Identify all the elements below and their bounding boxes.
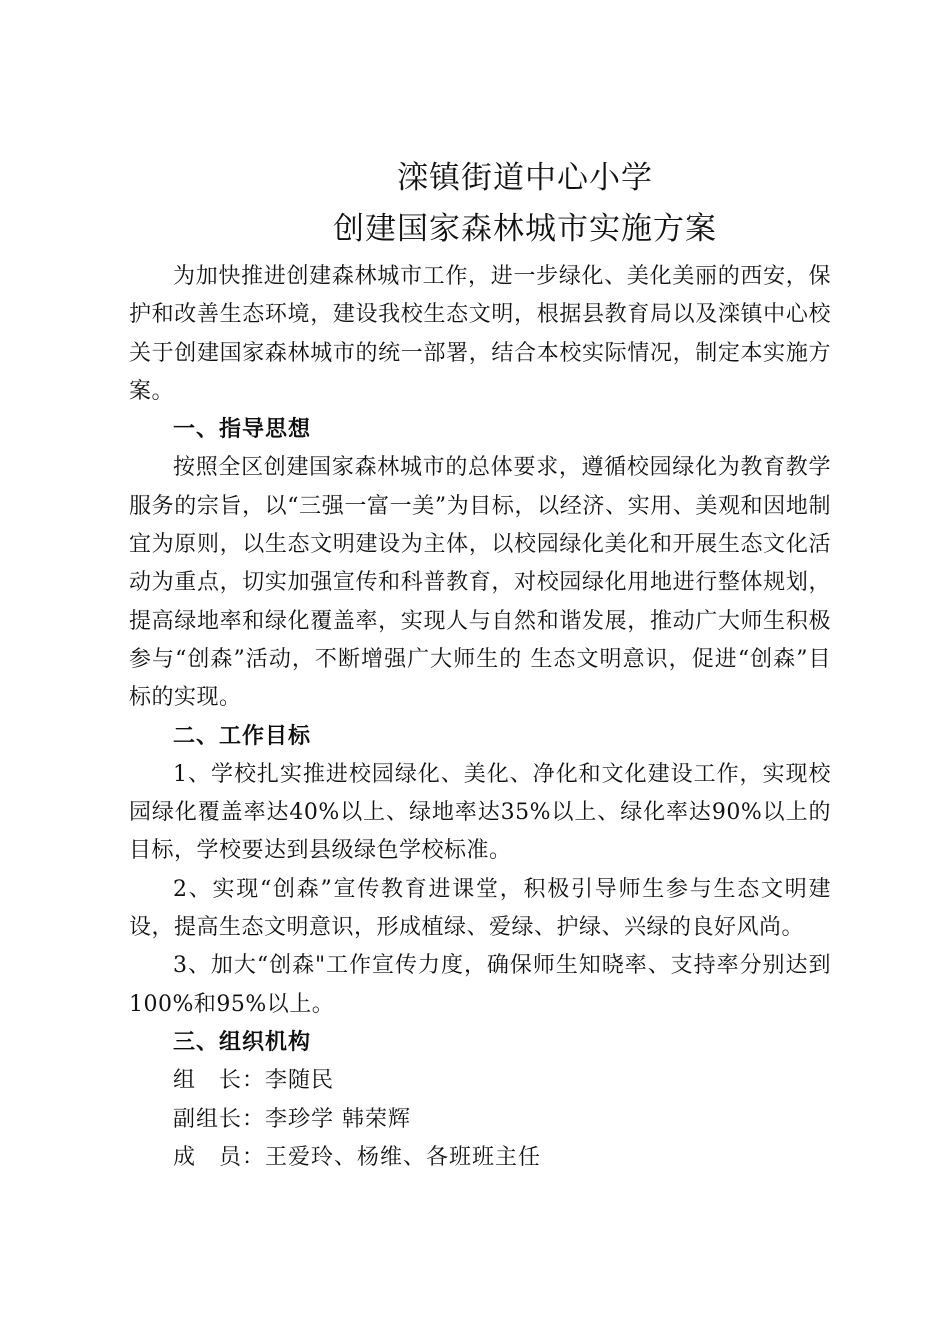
document-title-line1: 滦镇街道中心小学 bbox=[397, 160, 653, 196]
guiding-thought-paragraph: 按照全区创建国家森林城市的总体要求，遵循校园绿化为教育教学服务的宗旨，以“三强一富一美”为目标，以经济、实用、美观和因地制宜为原则，以生态文明建设为主体，以校园绿化美化和开展生态文化活动为重点，切实加强宣传和科普教育，对校园绿化用地进行整体规划，提高绿地率和绿化覆盖率，实现人与自然和谐发展，推动广大师生积极参与“创森”活动，不断增强广大师生的 生态文明意识，促进“创森”目标的实现。 bbox=[129, 455, 831, 711]
section-heading-organization: 三、组织机构 bbox=[173, 1029, 312, 1055]
section-heading-work-goals: 二、工作目标 bbox=[173, 723, 312, 749]
document-title-line2: 创建国家森林城市实施方案 bbox=[333, 211, 717, 247]
work-goal-item-2: 2、实现“创森”宣传教育进课堂，积极引导师生参与生态文明建设，提高生态文明意识，形成植绿、爱绿、护绿、兴绿的良好风尚。 bbox=[129, 876, 831, 941]
work-goal-item-3: 3、加大“创森"工作宣传力度，确保师生知晓率、支持率分别达到100%和95%以上。 bbox=[129, 953, 831, 1017]
organization-members: 成 员：王爱玲、杨维、各班班主任 bbox=[173, 1144, 542, 1170]
document-body bbox=[129, 258, 831, 1177]
organization-leader: 组 长：李随民 bbox=[173, 1068, 335, 1094]
section-heading-guiding-thought: 一、指导思想 bbox=[173, 417, 312, 443]
organization-deputy-leader: 副组长：李珍学 韩荣辉 bbox=[173, 1106, 411, 1132]
work-goal-item-1: 1、学校扎实推进校园绿化、美化、净化和文化建设工作，实现校园绿化覆盖率达40%以上、绿地率达35%以上、绿化率达90%以上的目标，学校要达到县级绿色学校标准。 bbox=[129, 761, 831, 864]
intro-paragraph: 为加快推进创建森林城市工作，进一步绿化、美化美丽的西安，保护和改善生态环境，建设我校生态文明，根据县教育局以及滦镇中心校关于创建国家森林城市的统一部署，结合本校实际情况，制定本实施方案。 bbox=[129, 264, 831, 404]
